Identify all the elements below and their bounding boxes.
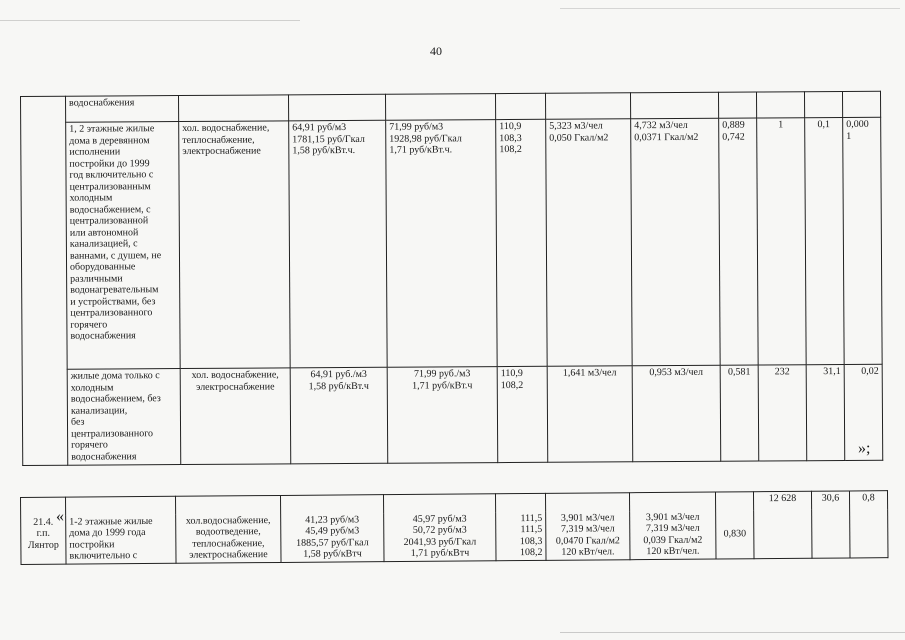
cell-line: 64,91 руб./м3 — [310, 368, 367, 381]
cell-line: 7,319 м3/чел — [645, 522, 700, 535]
services-cell — [179, 121, 291, 369]
scan-artifact — [560, 8, 900, 9]
cell-line: 21.4. — [33, 516, 54, 528]
cell-line: 1928,98 руб/Гкал — [389, 132, 462, 145]
coef-value: 0,581 — [727, 366, 751, 378]
cell-line: электроснабжение — [182, 145, 261, 158]
tariff1-cell — [289, 120, 388, 368]
cell-line: жилые дома только с — [70, 370, 160, 382]
norm1-cell — [546, 511, 630, 560]
norm2-cell — [632, 365, 721, 462]
v2-cell — [811, 491, 850, 558]
cell-line: водоснабжения — [70, 330, 136, 342]
cell-line: 50,72 руб/м3 — [412, 524, 467, 536]
cell-line: 3,901 м3/чел — [560, 511, 615, 524]
norm1-cell — [546, 119, 633, 367]
cell-line: 0,889 — [722, 119, 745, 131]
v1-value: 1 — [778, 119, 784, 131]
cell-line: 108,3 — [519, 535, 543, 547]
cell-line: 45,49 руб/м3 — [305, 525, 360, 537]
cell-line: 108,3 — [499, 132, 522, 144]
cell-line: водонагревательным — [70, 284, 159, 296]
services-cell — [176, 513, 281, 562]
cell-line: электроснабжение — [196, 380, 275, 393]
v3-value: 0,02 — [861, 365, 879, 377]
cell-line: исполнении — [69, 146, 121, 158]
cell-line: 71,99 руб/м3 — [389, 121, 444, 133]
v1-value: 12 628 — [768, 492, 797, 505]
cell-line: и устройствами, без — [70, 295, 156, 308]
tariff-table-continued — [20, 91, 883, 466]
coef-value: 0,830 — [723, 528, 747, 540]
cell-line: 7,319 м3/чел — [560, 523, 615, 535]
v2-cell — [805, 117, 845, 364]
norm2-cell — [630, 510, 716, 559]
cell-line: включительно с — [69, 550, 138, 562]
number-cell — [21, 96, 68, 465]
coef-cell — [720, 365, 759, 461]
cell-line: водоснабжения — [71, 450, 137, 463]
category-cell — [66, 514, 176, 563]
cell-line: постройки до 1999 — [69, 157, 150, 170]
cell-line: горячего — [71, 439, 108, 451]
cell-line: холодным — [69, 192, 113, 204]
cell-line: 41,23 руб/м3 — [305, 513, 360, 526]
category-cell — [67, 369, 181, 466]
cell-line: 5,323 м3/чел — [549, 120, 603, 132]
cell-line: 111,5 — [520, 512, 543, 524]
cell-line: 1,641 м3/чел — [562, 367, 617, 379]
cell-line: или автономной — [69, 226, 139, 239]
cell-line: теплоснабжение, — [192, 537, 265, 550]
tariff-table-new — [20, 490, 889, 564]
v3-cell — [849, 491, 888, 558]
cell-line: 1,58 руб/кВтч — [303, 548, 362, 560]
cell-line: хол. водоснабжение, — [191, 369, 279, 381]
v2-value: 30,6 — [821, 492, 840, 504]
cell-line: 111,5 — [520, 523, 543, 536]
v1-cell — [757, 118, 807, 365]
cell-line: водоснабжением, с — [69, 203, 151, 216]
category-cell — [66, 122, 181, 370]
cell-line: 2041,93 руб/Гкал — [403, 535, 477, 548]
cell-line: 0,0470 Гкал/м2 — [555, 534, 620, 547]
cell-line: дома в деревянном — [69, 134, 150, 147]
v3-value: 0,8 — [862, 492, 875, 504]
category-cell — [66, 96, 179, 123]
cell-line: централизованного — [70, 307, 153, 319]
cell-line: 0,000 — [846, 118, 869, 130]
cell-line: канализации, — [70, 404, 128, 417]
cell-line: 1,71 руб/кВтч — [410, 547, 470, 559]
table-row — [22, 364, 883, 465]
tariff2-cell — [387, 367, 498, 464]
coef-cell — [716, 510, 754, 559]
cell-line: 1,58 руб/кВт.ч. — [292, 144, 356, 157]
cell-line: централизованным — [69, 180, 151, 193]
cell-line: г.п. — [36, 527, 50, 539]
cell-line: 108,2 — [499, 143, 522, 156]
cell-line: 0,050 Гкал/м2 — [549, 131, 609, 144]
cell-line: 3,901 м3/чел — [645, 511, 700, 523]
cell-line: 1-2 этажные жилые — [69, 515, 153, 528]
cell-line: горячего — [70, 318, 108, 331]
cell-line: 71,99 руб./м3 — [413, 368, 471, 380]
v1-cell — [753, 491, 812, 558]
cell-line: теплоснабжение, — [182, 134, 255, 146]
norm1-cell — [547, 366, 633, 463]
opening-quote: « — [56, 508, 64, 525]
cell-line: хол.водоснабжение, — [185, 514, 271, 527]
cell-line: хол. водоснабжение, — [182, 122, 270, 135]
cell-line: 0,0371 Гкал/м2 — [634, 131, 699, 143]
cell-line: централизованной — [69, 215, 149, 227]
page-number: 40 — [430, 44, 442, 58]
cell-line: 1781,15 руб/Гкал — [292, 133, 365, 145]
table-row — [21, 117, 882, 369]
closing-quote: »; — [858, 440, 871, 457]
tariff2-cell — [386, 120, 498, 368]
v2-value: 31,1 — [823, 365, 841, 378]
v1-cell — [758, 365, 807, 461]
scan-artifact — [560, 632, 905, 633]
cell-line: 4,732 м3/чел — [634, 119, 688, 132]
cell-line: 0,742 — [722, 131, 745, 143]
cell-line: холодным — [70, 381, 114, 394]
cell-line: 120 кВт/чел. — [646, 545, 700, 558]
cell-line: 0,039 Гкал/м2 — [643, 534, 703, 546]
tariff1-cell — [281, 513, 384, 562]
cell-line: 45,97 руб/м3 — [412, 512, 467, 525]
cell-line: 120 кВт/чел. — [561, 546, 615, 558]
cell-line: 108,2 — [500, 379, 524, 391]
cell-line: 1 — [846, 130, 852, 142]
cell-line: год включительно с — [69, 169, 154, 181]
index-cell — [496, 511, 546, 560]
cell-line: оборудованные — [70, 261, 136, 273]
cell-line: 108,2 — [519, 546, 543, 559]
number-cell — [21, 515, 66, 564]
cell-line: электроснабжение — [189, 549, 268, 561]
tariff2-cell — [384, 512, 496, 561]
cell-line: водоотведение, — [195, 526, 261, 538]
cell-line: различными — [70, 272, 123, 285]
v2-cell — [806, 364, 845, 460]
index-cell — [496, 119, 548, 366]
cell-line: водоснабжением, без — [70, 393, 161, 405]
cell-line: 1885,57 руб/Гкал — [296, 536, 369, 549]
cell-line: 1,71 руб/кВт.ч. — [389, 144, 453, 156]
coef-cell — [719, 118, 759, 365]
services-cell — [180, 368, 291, 465]
v2-value: 0,1 — [817, 119, 830, 131]
cell-line: постройки — [69, 538, 115, 551]
cell-line: 110,9 — [500, 367, 523, 380]
cell-line: ваннами, с душем, не — [69, 249, 162, 262]
cell-line: централизованного — [71, 427, 154, 440]
cell-line: без — [70, 416, 85, 428]
cell-line: 110,9 — [499, 120, 522, 133]
tariff1-cell — [290, 367, 388, 464]
category-text: водоснабжения — [69, 97, 135, 109]
norm2-cell — [631, 118, 721, 366]
cell-line: 0,953 м3/чел — [649, 366, 704, 379]
v3-cell — [843, 117, 883, 364]
cell-line: дома до 1999 года — [69, 527, 146, 539]
cell-line: Лянтор — [27, 539, 59, 551]
v1-value: 232 — [774, 366, 790, 378]
cell-line: 64,91 руб/м3 — [292, 122, 347, 134]
cell-line: 1, 2 этажные жилые — [69, 123, 155, 135]
scan-artifact — [0, 20, 300, 21]
cell-line: 1,71 руб/кВт.ч — [412, 379, 473, 392]
cell-line: канализацией, с — [69, 238, 138, 250]
index-cell — [497, 366, 548, 462]
cell-line: 1,58 руб/кВт.ч — [308, 380, 369, 392]
